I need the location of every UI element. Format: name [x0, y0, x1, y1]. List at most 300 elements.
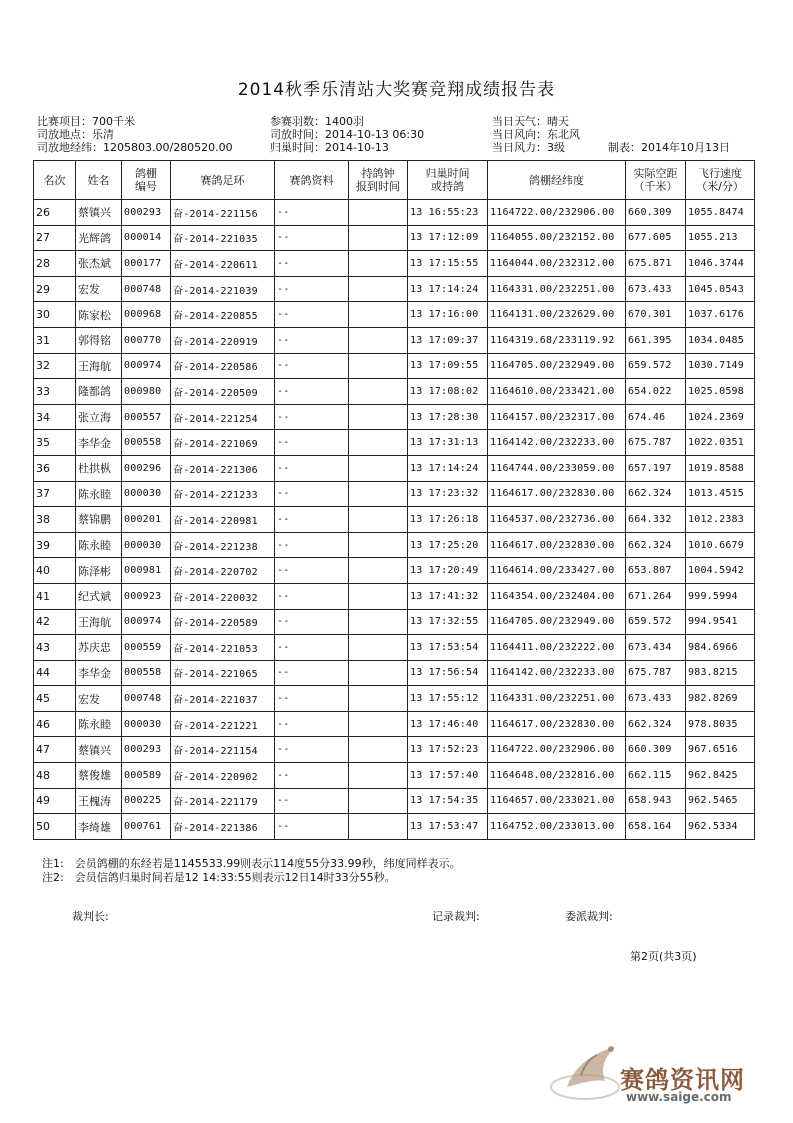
cell-clock	[349, 404, 408, 430]
cell-distance: 675.871	[626, 251, 686, 277]
cell-speed: 1004.5942	[686, 558, 755, 584]
cell-name: 李华金	[76, 430, 122, 456]
cell-ring: 奋-2014-221156	[171, 200, 275, 226]
cell-coords: 1164131.00/232629.00	[488, 302, 626, 328]
cell-speed: 1025.0598	[686, 379, 755, 405]
table-row	[34, 686, 755, 712]
cell-arrival: 13 17:53:54	[408, 635, 488, 661]
cell-info: --	[275, 251, 349, 277]
cell-rank: 39	[34, 532, 76, 558]
cell-distance: 653.807	[626, 558, 686, 584]
cell-arrival: 13 17:09:55	[408, 353, 488, 379]
cell-ring: 奋-2014-221221	[171, 711, 275, 737]
cell-arrival: 13 17:55:12	[408, 686, 488, 712]
cell-distance: 677.605	[626, 225, 686, 251]
cell-loft-no: 000558	[122, 430, 171, 456]
recorder-signature-label: 记录裁判:	[432, 910, 480, 923]
cell-speed: 1010.6679	[686, 532, 755, 558]
cell-name: 陈永睦	[76, 481, 122, 507]
cell-distance: 662.115	[626, 763, 686, 789]
watermark-name: 赛鸽资讯网	[620, 1066, 745, 1094]
cell-name: 陈永睦	[76, 711, 122, 737]
cell-info: --	[275, 507, 349, 533]
cell-loft-no: 000748	[122, 686, 171, 712]
cell-coords: 1164142.00/232233.00	[488, 660, 626, 686]
cell-speed: 984.6966	[686, 635, 755, 661]
cell-arrival: 13 17:25:20	[408, 532, 488, 558]
cell-ring: 奋-2014-221306	[171, 455, 275, 481]
header-speed: 飞行速度 （米/分）	[686, 161, 755, 200]
cell-speed: 994.9541	[686, 609, 755, 635]
cell-rank: 29	[34, 276, 76, 302]
table-row	[34, 507, 755, 533]
cell-arrival: 13 17:12:09	[408, 225, 488, 251]
cell-distance: 675.787	[626, 430, 686, 456]
meta-release-place: 司放地点：乐清	[37, 128, 114, 141]
cell-distance: 661.395	[626, 327, 686, 353]
cell-rank: 35	[34, 430, 76, 456]
cell-name: 蔡锦鹏	[76, 507, 122, 533]
note-2: 注2: 会员信鸽归巢时间若是12 14:33:55则表示12日14时33分55秒。	[42, 871, 396, 884]
cell-distance: 675.787	[626, 660, 686, 686]
table-row	[34, 225, 755, 251]
cell-loft-no: 000293	[122, 200, 171, 226]
meta-made-by: 制表：2014年10月13日	[608, 141, 730, 154]
cell-speed: 1055.8474	[686, 200, 755, 226]
table-row	[34, 455, 755, 481]
cell-arrival: 13 17:16:00	[408, 302, 488, 328]
cell-ring: 奋-2014-220855	[171, 302, 275, 328]
cell-info: --	[275, 532, 349, 558]
cell-ring: 奋-2014-221053	[171, 635, 275, 661]
table-row	[34, 404, 755, 430]
meta-wind-direction: 当日风向：东北风	[492, 128, 580, 141]
cell-name: 陈永睦	[76, 532, 122, 558]
cell-name: 陈泽彬	[76, 558, 122, 584]
table-row	[34, 251, 755, 277]
table-row	[34, 737, 755, 763]
cell-info: --	[275, 814, 349, 840]
cell-rank: 50	[34, 814, 76, 840]
cell-loft-no: 000770	[122, 327, 171, 353]
cell-speed: 1045.0543	[686, 276, 755, 302]
cell-ring: 奋-2014-221039	[171, 276, 275, 302]
cell-arrival: 13 17:56:54	[408, 660, 488, 686]
cell-loft-no: 000014	[122, 225, 171, 251]
cell-speed: 967.6516	[686, 737, 755, 763]
header-loft-no: 鸽棚 编号	[122, 161, 171, 200]
meta-weather: 当日天气：晴天	[492, 115, 569, 128]
cell-name: 蔡俊雄	[76, 763, 122, 789]
cell-distance: 671.264	[626, 583, 686, 609]
cell-coords: 1164648.00/232816.00	[488, 763, 626, 789]
cell-clock	[349, 276, 408, 302]
cell-loft-no: 000201	[122, 507, 171, 533]
cell-rank: 30	[34, 302, 76, 328]
cell-info: --	[275, 635, 349, 661]
cell-clock	[349, 327, 408, 353]
cell-rank: 40	[34, 558, 76, 584]
cell-rank: 33	[34, 379, 76, 405]
cell-distance: 673.433	[626, 276, 686, 302]
table-row	[34, 302, 755, 328]
table-row	[34, 763, 755, 789]
header-info: 赛鸽资料	[275, 161, 349, 200]
cell-clock	[349, 507, 408, 533]
cell-ring: 奋-2014-221035	[171, 225, 275, 251]
cell-clock	[349, 660, 408, 686]
cell-coords: 1164617.00/232830.00	[488, 481, 626, 507]
cell-speed: 1024.2369	[686, 404, 755, 430]
cell-arrival: 13 17:23:32	[408, 481, 488, 507]
cell-clock	[349, 583, 408, 609]
cell-coords: 1164705.00/232949.00	[488, 609, 626, 635]
cell-name: 张杰斌	[76, 251, 122, 277]
cell-arrival: 13 17:09:37	[408, 327, 488, 353]
meta-return-time: 归巢时间：2014-10-13	[270, 141, 389, 154]
cell-ring: 奋-2014-220702	[171, 558, 275, 584]
cell-arrival: 13 17:46:40	[408, 711, 488, 737]
cell-arrival: 13 17:41:32	[408, 583, 488, 609]
cell-coords: 1164142.00/232233.00	[488, 430, 626, 456]
cell-loft-no: 000748	[122, 276, 171, 302]
cell-ring: 奋-2014-221069	[171, 430, 275, 456]
cell-ring: 奋-2014-220032	[171, 583, 275, 609]
cell-loft-no: 000761	[122, 814, 171, 840]
cell-rank: 37	[34, 481, 76, 507]
cell-rank: 31	[34, 327, 76, 353]
cell-rank: 28	[34, 251, 76, 277]
cell-info: --	[275, 225, 349, 251]
cell-clock	[349, 225, 408, 251]
cell-loft-no: 000559	[122, 635, 171, 661]
cell-coords: 1164157.00/232317.00	[488, 404, 626, 430]
cell-info: --	[275, 686, 349, 712]
header-rank: 名次	[34, 161, 76, 200]
cell-arrival: 13 17:31:13	[408, 430, 488, 456]
cell-info: --	[275, 430, 349, 456]
cell-rank: 45	[34, 686, 76, 712]
cell-name: 王槐涛	[76, 788, 122, 814]
cell-distance: 670.301	[626, 302, 686, 328]
cell-loft-no: 000923	[122, 583, 171, 609]
cell-arrival: 13 17:57:40	[408, 763, 488, 789]
cell-name: 陈家松	[76, 302, 122, 328]
cell-clock	[349, 558, 408, 584]
results-table	[33, 160, 755, 840]
cell-ring: 奋-2014-221154	[171, 737, 275, 763]
cell-loft-no: 000968	[122, 302, 171, 328]
cell-rank: 32	[34, 353, 76, 379]
cell-clock	[349, 430, 408, 456]
cell-clock	[349, 353, 408, 379]
cell-speed: 1013.4515	[686, 481, 755, 507]
cell-ring: 奋-2014-221386	[171, 814, 275, 840]
cell-name: 王海航	[76, 609, 122, 635]
cell-ring: 奋-2014-221254	[171, 404, 275, 430]
cell-coords: 1164411.00/232222.00	[488, 635, 626, 661]
table-row	[34, 660, 755, 686]
cell-ring: 奋-2014-221233	[171, 481, 275, 507]
cell-clock	[349, 379, 408, 405]
cell-info: --	[275, 455, 349, 481]
cell-arrival: 13 17:15:55	[408, 251, 488, 277]
cell-clock	[349, 609, 408, 635]
cell-info: --	[275, 558, 349, 584]
table-row	[34, 379, 755, 405]
cell-name: 宏发	[76, 686, 122, 712]
meta-event: 比赛项目：700千米	[37, 115, 135, 128]
cell-info: --	[275, 276, 349, 302]
cell-arrival: 13 16:55:23	[408, 200, 488, 226]
cell-speed: 962.8425	[686, 763, 755, 789]
cell-clock	[349, 455, 408, 481]
cell-speed: 962.5334	[686, 814, 755, 840]
cell-rank: 43	[34, 635, 76, 661]
cell-distance: 659.572	[626, 609, 686, 635]
cell-clock	[349, 200, 408, 226]
cell-clock	[349, 814, 408, 840]
table-row	[34, 635, 755, 661]
cell-info: --	[275, 200, 349, 226]
cell-info: --	[275, 379, 349, 405]
cell-speed: 962.5465	[686, 788, 755, 814]
cell-name: 纪式斌	[76, 583, 122, 609]
header-ring: 赛鸽足环	[171, 161, 275, 200]
cell-distance: 660.309	[626, 737, 686, 763]
cell-coords: 1164705.00/232949.00	[488, 353, 626, 379]
cell-speed: 1046.3744	[686, 251, 755, 277]
table-row	[34, 200, 755, 226]
cell-coords: 1164319.68/233119.92	[488, 327, 626, 353]
table-row	[34, 583, 755, 609]
table-row	[34, 788, 755, 814]
cell-name: 张立海	[76, 404, 122, 430]
cell-loft-no: 000980	[122, 379, 171, 405]
cell-loft-no: 000225	[122, 788, 171, 814]
cell-loft-no: 000030	[122, 481, 171, 507]
cell-clock	[349, 635, 408, 661]
table-row	[34, 276, 755, 302]
cell-name: 郭得铭	[76, 327, 122, 353]
table-row	[34, 609, 755, 635]
cell-clock	[349, 788, 408, 814]
cell-rank: 42	[34, 609, 76, 635]
cell-loft-no: 000557	[122, 404, 171, 430]
cell-info: --	[275, 404, 349, 430]
cell-ring: 奋-2014-220611	[171, 251, 275, 277]
cell-coords: 1164537.00/232736.00	[488, 507, 626, 533]
cell-coords: 1164617.00/232830.00	[488, 711, 626, 737]
cell-distance: 660.309	[626, 200, 686, 226]
cell-coords: 1164657.00/233021.00	[488, 788, 626, 814]
cell-ring: 奋-2014-220981	[171, 507, 275, 533]
cell-ring: 奋-2014-221037	[171, 686, 275, 712]
cell-ring: 奋-2014-220509	[171, 379, 275, 405]
cell-coords: 1164055.00/232152.00	[488, 225, 626, 251]
cell-info: --	[275, 660, 349, 686]
cell-info: --	[275, 353, 349, 379]
cell-info: --	[275, 711, 349, 737]
cell-ring: 奋-2014-220919	[171, 327, 275, 353]
cell-name: 蔡镇兴	[76, 200, 122, 226]
cell-ring: 奋-2014-221179	[171, 788, 275, 814]
table-row	[34, 430, 755, 456]
cell-arrival: 13 17:32:55	[408, 609, 488, 635]
table-row	[34, 711, 755, 737]
cell-clock	[349, 711, 408, 737]
cell-speed: 982.8269	[686, 686, 755, 712]
cell-distance: 673.434	[626, 635, 686, 661]
cell-distance: 658.943	[626, 788, 686, 814]
cell-rank: 47	[34, 737, 76, 763]
cell-rank: 36	[34, 455, 76, 481]
table-row	[34, 558, 755, 584]
cell-loft-no: 000177	[122, 251, 171, 277]
cell-name: 杜拱枞	[76, 455, 122, 481]
header-name: 姓名	[76, 161, 122, 200]
cell-rank: 27	[34, 225, 76, 251]
cell-coords: 1164354.00/232404.00	[488, 583, 626, 609]
table-row	[34, 532, 755, 558]
cell-loft-no: 000589	[122, 763, 171, 789]
cell-distance: 659.572	[626, 353, 686, 379]
cell-distance: 664.332	[626, 507, 686, 533]
cell-ring: 奋-2014-220902	[171, 763, 275, 789]
table-row	[34, 353, 755, 379]
cell-coords: 1164610.00/233421.00	[488, 379, 626, 405]
cell-arrival: 13 17:14:24	[408, 455, 488, 481]
cell-speed: 1030.7149	[686, 353, 755, 379]
meta-wind-force: 当日风力：3级	[492, 141, 565, 154]
cell-arrival: 13 17:53:47	[408, 814, 488, 840]
cell-coords: 1164614.00/233427.00	[488, 558, 626, 584]
cell-speed: 1022.0351	[686, 430, 755, 456]
cell-rank: 44	[34, 660, 76, 686]
header-coords: 鸽棚经纬度	[488, 161, 626, 200]
cell-speed: 1012.2383	[686, 507, 755, 533]
cell-ring: 奋-2014-220586	[171, 353, 275, 379]
cell-rank: 46	[34, 711, 76, 737]
cell-distance: 654.022	[626, 379, 686, 405]
cell-loft-no: 000296	[122, 455, 171, 481]
cell-name: 光辉鸽	[76, 225, 122, 251]
cell-loft-no: 000293	[122, 737, 171, 763]
cell-info: --	[275, 583, 349, 609]
cell-info: --	[275, 737, 349, 763]
cell-speed: 1055.213	[686, 225, 755, 251]
cell-ring: 奋-2014-221238	[171, 532, 275, 558]
cell-rank: 48	[34, 763, 76, 789]
cell-loft-no: 000981	[122, 558, 171, 584]
cell-speed: 983.8215	[686, 660, 755, 686]
meta-entries: 参赛羽数：1400羽	[270, 115, 364, 128]
meta-release-time: 司放时间：2014-10-13 06:30	[270, 128, 425, 141]
cell-clock	[349, 686, 408, 712]
cell-ring: 奋-2014-221065	[171, 660, 275, 686]
cell-info: --	[275, 788, 349, 814]
cell-distance: 658.164	[626, 814, 686, 840]
cell-arrival: 13 17:20:49	[408, 558, 488, 584]
cell-coords: 1164331.00/232251.00	[488, 686, 626, 712]
header-clock: 持鸽钟 报到时间	[349, 161, 408, 200]
cell-info: --	[275, 609, 349, 635]
cell-rank: 38	[34, 507, 76, 533]
cell-speed: 999.5994	[686, 583, 755, 609]
cell-rank: 49	[34, 788, 76, 814]
cell-coords: 1164617.00/232830.00	[488, 532, 626, 558]
watermark-url: www.saige.com	[626, 1090, 732, 1104]
cell-name: 王海航	[76, 353, 122, 379]
cell-loft-no: 000974	[122, 353, 171, 379]
cell-ring: 奋-2014-220589	[171, 609, 275, 635]
cell-coords: 1164752.00/233013.00	[488, 814, 626, 840]
cell-name: 宏发	[76, 276, 122, 302]
cell-coords: 1164744.00/233059.00	[488, 455, 626, 481]
cell-clock	[349, 302, 408, 328]
cell-coords: 1164722.00/232906.00	[488, 737, 626, 763]
cell-arrival: 13 17:26:18	[408, 507, 488, 533]
table-row	[34, 327, 755, 353]
cell-clock	[349, 737, 408, 763]
cell-arrival: 13 17:08:02	[408, 379, 488, 405]
cell-coords: 1164044.00/232312.00	[488, 251, 626, 277]
cell-distance: 674.46	[626, 404, 686, 430]
cell-info: --	[275, 481, 349, 507]
cell-speed: 1034.0485	[686, 327, 755, 353]
note-1: 注1: 会员鸽棚的东经若是1145533.99则表示114度55分33.99秒，纬度同样表示。	[42, 857, 461, 870]
cell-name: 李绮雄	[76, 814, 122, 840]
cell-info: --	[275, 327, 349, 353]
referee-signature-label: 裁判长:	[72, 910, 109, 923]
cell-name: 隆都鸽	[76, 379, 122, 405]
cell-info: --	[275, 763, 349, 789]
cell-loft-no: 000030	[122, 532, 171, 558]
cell-name: 蔡镇兴	[76, 737, 122, 763]
cell-coords: 1164722.00/232906.00	[488, 200, 626, 226]
cell-name: 苏庆忠	[76, 635, 122, 661]
cell-loft-no: 000030	[122, 711, 171, 737]
cell-distance: 662.324	[626, 532, 686, 558]
cell-arrival: 13 17:52:23	[408, 737, 488, 763]
page-number: 第2页(共3页)	[630, 950, 697, 963]
table-row	[34, 814, 755, 840]
meta-release-coords: 司放地经纬：1205803.00/280520.00	[37, 141, 233, 154]
cell-clock	[349, 251, 408, 277]
cell-arrival: 13 17:54:35	[408, 788, 488, 814]
cell-speed: 978.8035	[686, 711, 755, 737]
table-header-row	[34, 161, 755, 200]
cell-info: --	[275, 302, 349, 328]
cell-clock	[349, 763, 408, 789]
cell-loft-no: 000558	[122, 660, 171, 686]
cell-rank: 34	[34, 404, 76, 430]
cell-coords: 1164331.00/232251.00	[488, 276, 626, 302]
cell-speed: 1019.8588	[686, 455, 755, 481]
table-row	[34, 481, 755, 507]
header-arrival: 归巢时间 或持鸽	[408, 161, 488, 200]
cell-rank: 41	[34, 583, 76, 609]
cell-clock	[349, 481, 408, 507]
cell-rank: 26	[34, 200, 76, 226]
cell-name: 李华金	[76, 660, 122, 686]
cell-distance: 657.197	[626, 455, 686, 481]
cell-loft-no: 000974	[122, 609, 171, 635]
delegate-signature-label: 委派裁判:	[565, 910, 613, 923]
cell-speed: 1037.6176	[686, 302, 755, 328]
header-distance: 实际空距 （千米）	[626, 161, 686, 200]
report-title: 2014秋季乐清站大奖赛竞翔成绩报告表	[237, 80, 556, 100]
